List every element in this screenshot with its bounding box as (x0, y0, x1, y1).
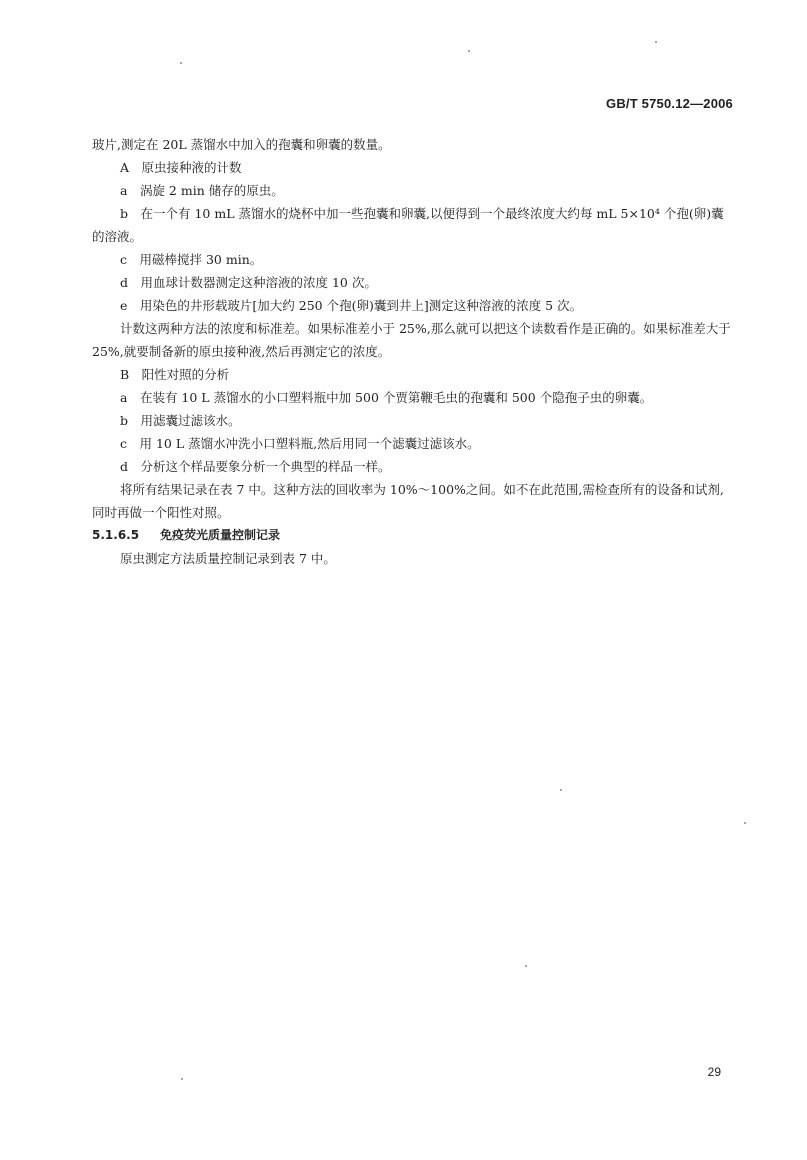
scan-speck (180, 62, 182, 64)
subheading-a: A 原虫接种液的计数 (120, 160, 242, 175)
step-a: a 涡旋 2 min 储存的原虫。 (120, 183, 284, 198)
scan-speck (525, 965, 527, 967)
step-e: e 用染色的井形载玻片[加大约 250 个孢(卵)囊到井上]测定这种溶液的浓度 5 次。 (120, 298, 583, 313)
scan-speck (744, 822, 746, 824)
continuation-paragraph: 玻片,测定在 20L 蒸馏水中加入的孢囊和卵囊的数量。 (92, 137, 391, 152)
control-step-a: a 在装有 10 L 蒸馏水的小口塑料瓶中加 500 个贾第鞭毛虫的孢囊和 500 个隐孢子虫的卵囊。 (120, 390, 653, 405)
step-c: c 用磁棒搅拌 30 min。 (120, 252, 263, 267)
scan-speck (560, 789, 562, 791)
step-b: b 在一个有 10 mL 蒸馏水的烧杯中加一些孢囊和卵囊,以便得到一个最终浓度大约每 mL 5×10⁴ 个孢(卵)囊的溶液。 (92, 206, 724, 244)
scan-speck (655, 41, 657, 43)
subheading-b: B 阳性对照的分析 (120, 367, 230, 382)
control-step-d: d 分析这个样品要象分析一个典型的样品一样。 (120, 459, 391, 474)
scan-speck (468, 50, 470, 52)
recovery-paragraph: 将所有结果记录在表 7 中。这种方法的回收率为 10%～100%之间。如不在此范围,需检查所有的设备和试剂,同时再做一个阳性对照。 (92, 482, 724, 520)
control-step-b: b 用滤囊过滤该水。 (120, 413, 241, 428)
section-heading (92, 524, 736, 547)
section-number: 5.1.6.5 (92, 528, 140, 542)
page-number: 29 (707, 1065, 721, 1079)
scan-speck (181, 1078, 183, 1080)
control-step-c: c 用 10 L 蒸馏水冲洗小口塑料瓶,然后用同一个滤囊过滤该水。 (120, 436, 480, 451)
record-paragraph: 原虫测定方法质量控制记录到表 7 中。 (120, 551, 336, 566)
step-d: d 用血球计数器测定这种溶液的浓度 10 次。 (120, 275, 377, 290)
std-dev-paragraph: 计数这两种方法的浓度和标准差。如果标准差小于 25%,那么就可以把这个读数看作是正确的。如果标准差大于 25%,就要制备新的原虫接种液,然后再测定它的浓度。 (92, 321, 731, 359)
standard-code: GB/T 5750.12—2006 (606, 96, 733, 111)
body-text (92, 133, 736, 570)
section-title: 免疫荧光质量控制记录 (160, 528, 281, 542)
